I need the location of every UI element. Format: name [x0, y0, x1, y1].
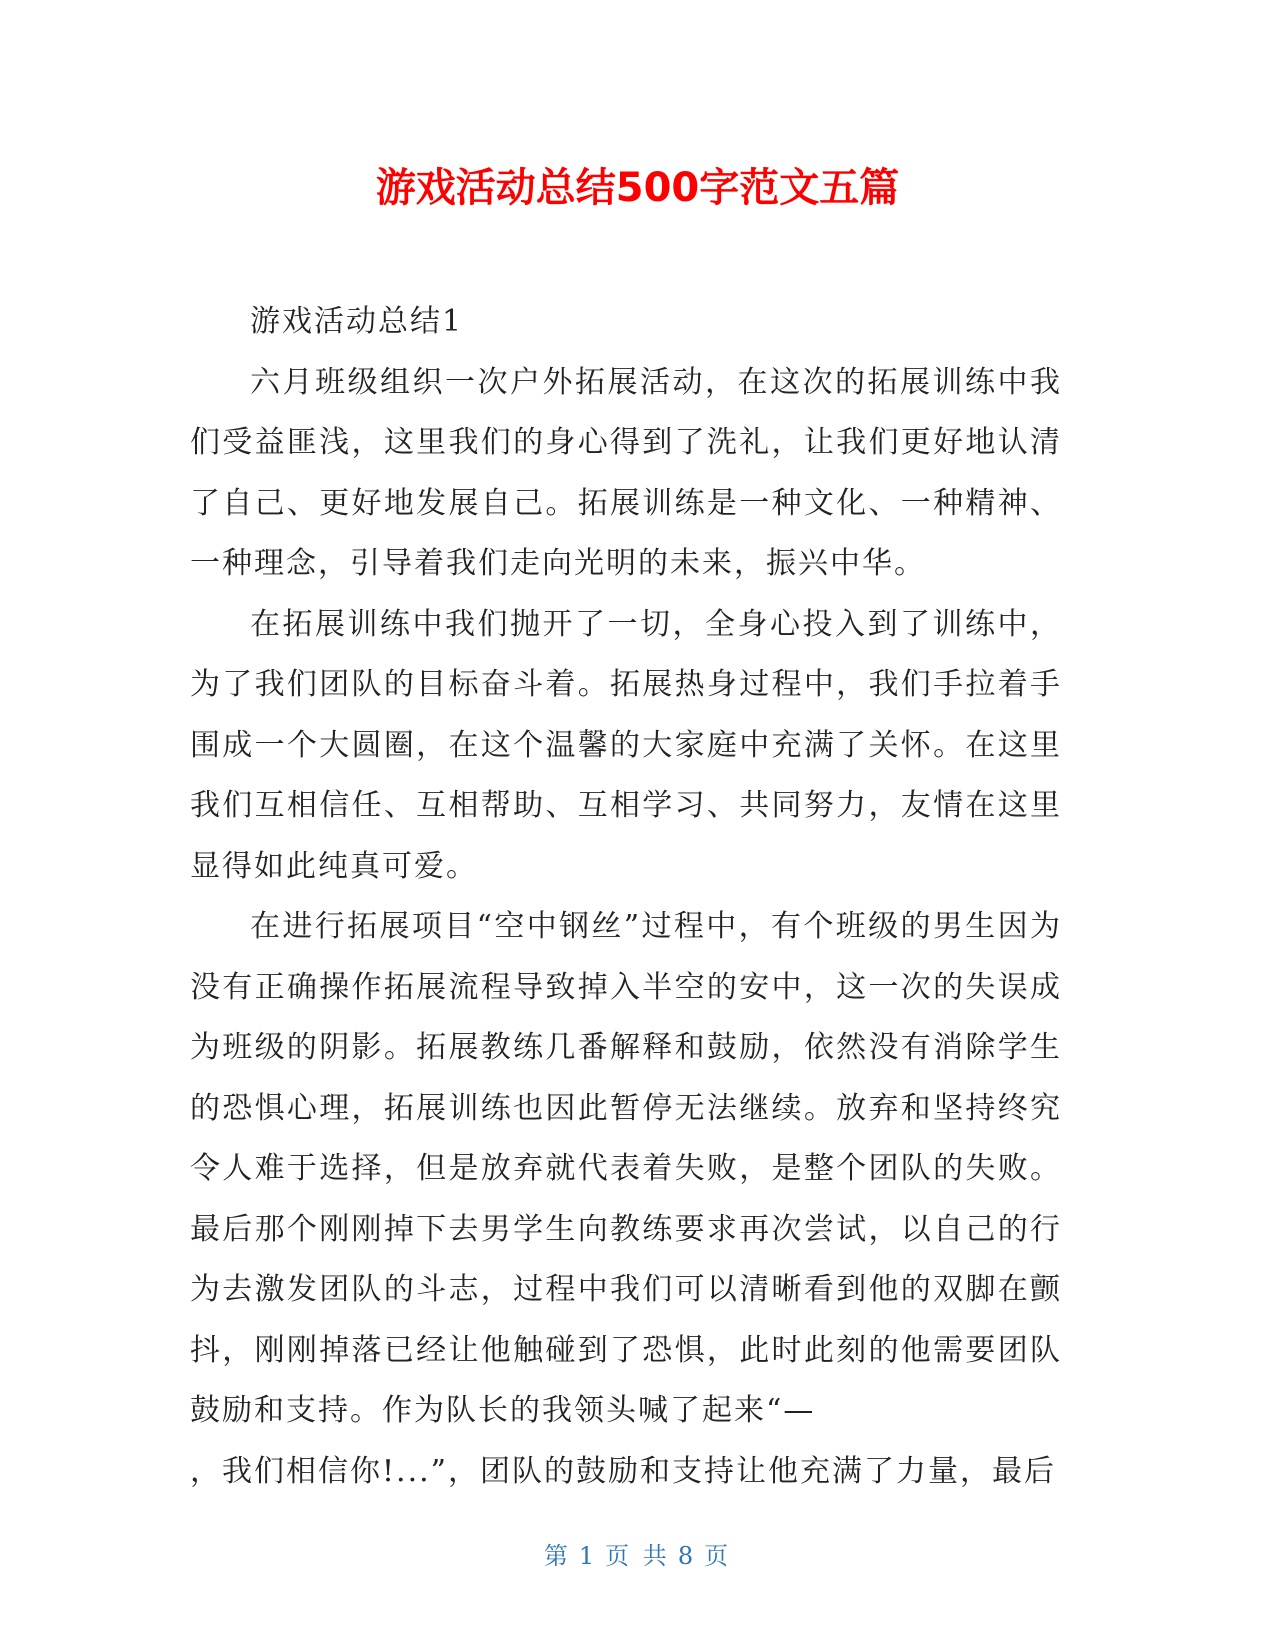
paragraph-continuation: ，我们相信你!...”，团队的鼓励和支持让他充满了力量，最后 [190, 1453, 1057, 1489]
paragraph: 六月班级组织一次户外拓展活动，在这次的拓展训练中我们受益匪浅，这里我们的身心得到了洗礼，让我们更好地认清了自己、更好地发展自己。拓展训练是一种文化、一种精神、一种理念，引导着我们走向光明的未来，振兴中华。 [190, 364, 1062, 581]
document-body [190, 292, 1062, 1502]
paragraph: 在拓展训练中我们抛开了一切，全身心投入到了训练中，为了我们团队的目标奋斗着。拓展热身过程中，我们手拉着手围成一个大圆圈，在这个温馨的大家庭中充满了关怀。在这里我们互相信任、互相帮助、互相学习、共同努力，友情在这里显得如此纯真可爱。 [190, 606, 1062, 884]
section-heading: 游戏活动总结1 [250, 304, 464, 339]
footer-middle: 页 共 [605, 1542, 670, 1570]
footer-page-number: 1 [578, 1542, 598, 1570]
paragraph: 在进行拓展项目“空中钢丝”过程中，有个班级的男生因为没有正确操作拓展流程导致掉入半空的安中，这一次的失误成为班级的阴影。拓展教练几番解释和鼓励，依然没有消除学生的恐惧心理，拓展训练也因此暂停无法继续。放弃和坚持终究令人难于选择，但是放弃就代表着失败，是整个团队的失败。最后那个刚刚掉下去男学生向教练要求再次尝试，以自己的行为去激发团队的斗志，过程中我们可以清晰看到他的双脚在颤抖，刚刚掉落已经让他触碰到了恐惧，此时此刻的他需要团队鼓励和支持。作为队长的我领头喊了起来“— [190, 909, 1062, 1428]
footer-total-pages: 8 [677, 1542, 697, 1570]
page-footer [0, 1540, 1275, 1572]
document-title: 游戏活动总结500字范文五篇 [375, 165, 900, 211]
footer-suffix: 页 [704, 1542, 732, 1570]
footer-prefix: 第 [543, 1542, 571, 1570]
